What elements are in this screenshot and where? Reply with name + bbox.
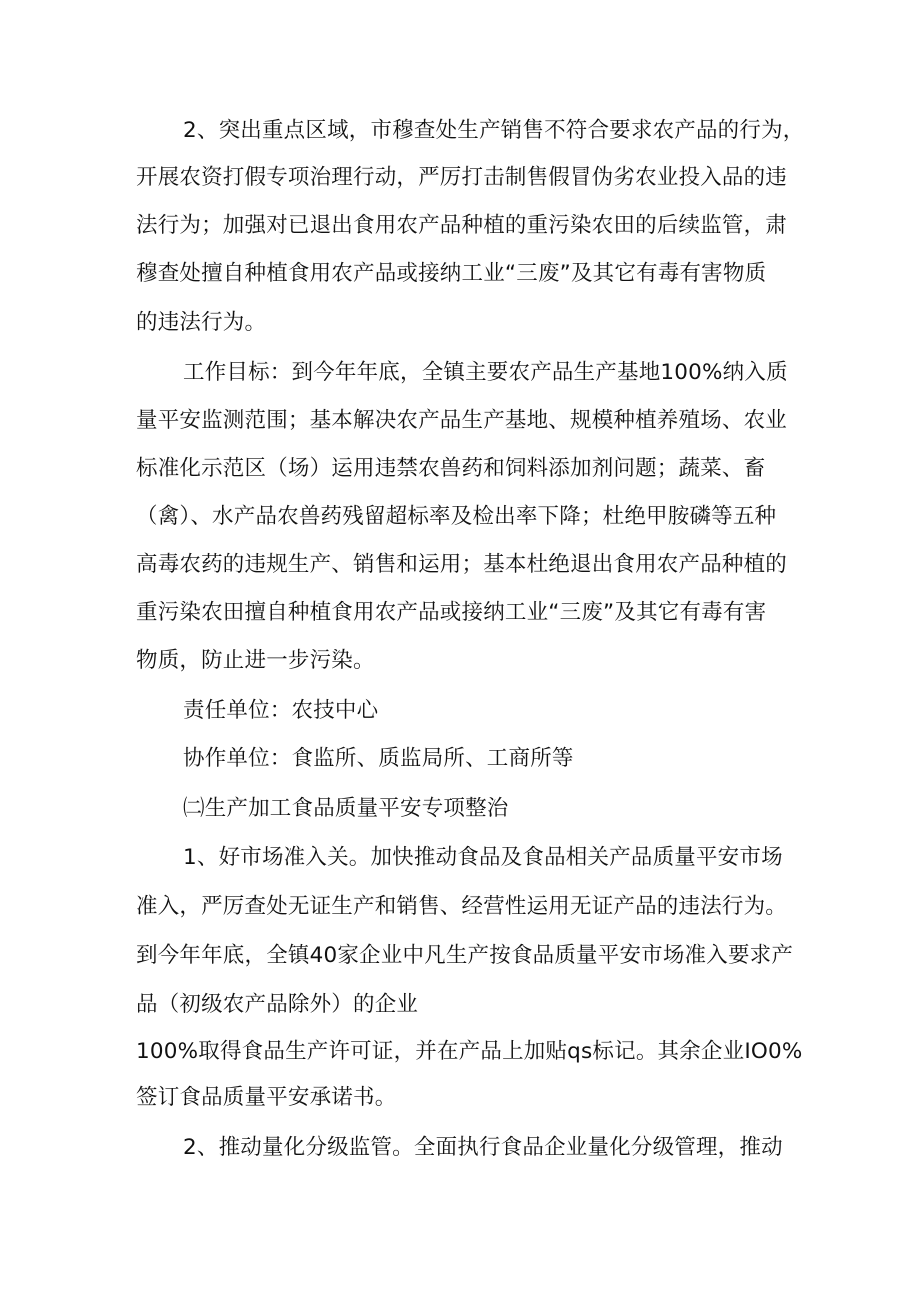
paragraph-line: 100%取得食品生产许可证，并在产品上加贴qs标记。其余企业IO0% [136,1039,803,1064]
paragraph-line: 穆查处擅自种植食用农产品或接纳工业“三废”及其它有毒有害物质 [136,261,767,286]
paragraph-line: 1、好市场准入关。加快推动食品及食品相关产品质量平安市场 [183,845,783,870]
paragraph-line: 量平安监测范围；基本解决农产品生产基地、规模种植养殖场、农业 [136,408,788,433]
paragraph-line: 重污染农田擅自种植食用农产品或接纳工业“三废”及其它有毒有害 [136,600,767,625]
paragraph-line: 法行为；加强对已退出食用农产品种植的重污染农田的后续监管，肃 [136,213,788,238]
paragraph-line: 开展农资打假专项治理行动，严厉打击制售假冒伪劣农业投入品的违 [136,165,788,190]
section-heading: ㈡生产加工食品质量平安专项整治 [183,796,509,821]
cooperating-units: 协作单位：食监所、质监局所、工商所等 [183,746,574,771]
paragraph-line: 签订食品质量平安承诺书。 [136,1085,397,1110]
paragraph-line: 的违法行为。 [136,310,267,335]
paragraph-line: （禽）、水产品农兽药残留超标率及检出率下降；杜绝甲胺磷等五种 [136,504,777,529]
paragraph-line: 2、推动量化分级监管。全面执行食品企业量化分级管理，推动 [183,1135,783,1160]
paragraph-line: 准入，严厉查处无证生产和销售、经营性运用无证产品的违法行为。 [136,894,788,919]
responsible-unit: 责任单位：农技中心 [183,698,379,723]
paragraph-line: 高毒农药的违规生产、销售和运用；基本杜绝退出食用农产品种植的 [136,552,788,577]
paragraph-line: 物质，防止进一步污染。 [136,648,375,673]
paragraph-line: 工作目标：到今年年底，全镇主要农产品生产基地100%纳入质 [183,360,788,385]
paragraph-line: 品（初级农产品除外）的企业 [136,992,419,1017]
paragraph-line: 标准化示范区（场）运用违禁农兽药和饲料添加剂问题；蔬菜、畜 [136,456,766,481]
paragraph-line: 到今年年底，全镇40家企业中凡生产按食品质量平安市场准入要求产 [136,943,794,968]
paragraph-line: 2、突出重点区域，市穆查处生产销售不符合要求农产品的行为， [183,118,805,143]
